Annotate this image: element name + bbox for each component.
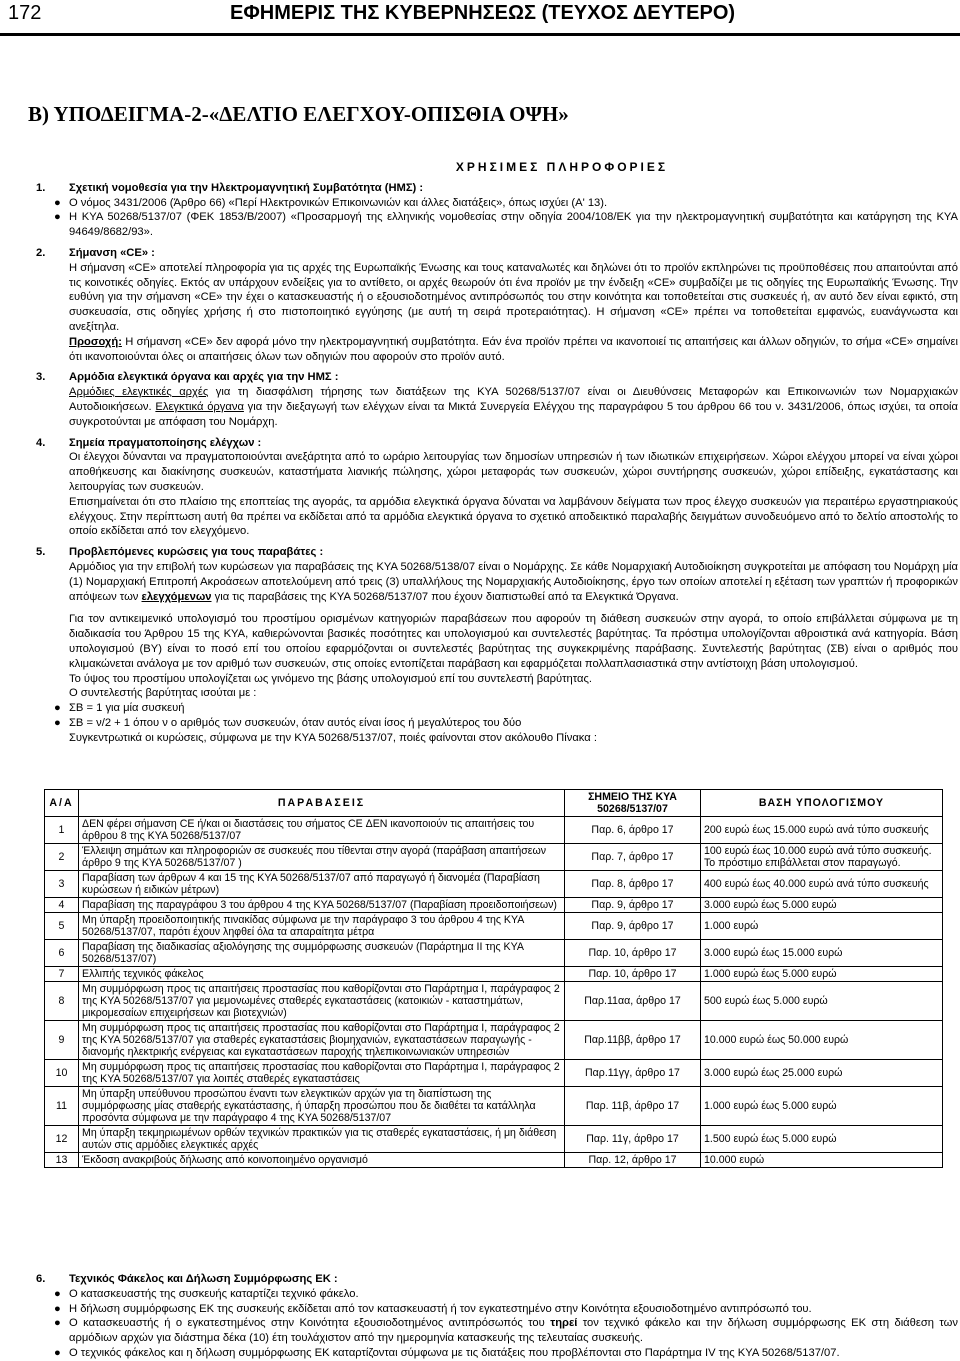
calculation-base-cell: 200 ευρώ έως 15.000 ευρώ ανά τύπο συσκευής: [701, 817, 943, 844]
bullet-icon: ●: [54, 702, 61, 715]
kya-point-cell: Παρ.11γγ, άρθρο 17: [565, 1060, 701, 1087]
bullet-text: τον τεχνικό φάκελο και την δήλωση συμμόρφωσης ΕΚ στη διάθεση των αρμόδιων αρχών για διάστημα δέκα (10) έτη τουλάχιστον από την ημερομηνία κατασκευής της τελευταίας συσκευής.: [69, 1317, 958, 1345]
violation-cell: Μη ύπαρξη προειδοποιητικής πινακίδας σύμφωνα με την παράγραφο 3 του άρθρου 4 της ΚΥΑ 50268/5137/07, παρότι έχουν ληφθεί όλα τα απαραίτητα μέτρα: [79, 913, 565, 940]
paragraph: Για τον αντικειμενικό υπολογισμό του προστίμου ορισμένων κατηγοριών παραβάσεων που αφορούν τη διάθεση συσκευών στην αγορά, το οποίο επιβάλλεται σύμφωνα με τη διαδικασία του Άρθρου 15 της ΚΥΑ, καθιερώνονται βασικές ποσότητες και υπολογισμού και συντελεστές βαρύτητας. Τα πρόστιμα υπολογίζονται αθροιστικά ανά κατηγορία. Βάση υπολογισμού (ΒΥ) είναι το ποσό επί του οποίου εφαρμόζονται οι συντελεστές βαρύτητας της συγκεκριμένης παράβασης. Συντελεστής βαρύτητας (ΣΒ) είναι ο αριθμός που κλιμακώνεται ανάλογα με τον αριθμό των συσκευών, στις οποίες εντοπίζεται παράβαση και εφαρμόζεται πολλαπλασιαστικά στην αντίστοιχη βάση υπολογισμού.: [69, 613, 958, 670]
text-run: για τις παραβάσεις της ΚΥΑ 50268/5137/07 που έχουν διαπιστωθεί από τα Ελεγκτικά Όργανα.: [211, 590, 679, 603]
violation-cell: Έκδοση ανακριβούς δήλωσης από κοινοποιημένο οργανισμό: [79, 1153, 565, 1168]
calculation-base-cell: 1.000 ευρώ: [701, 913, 943, 940]
calculation-base-cell: 10.000 ευρώ έως 50.000 ευρώ: [701, 1021, 943, 1060]
text-run: για την διεξαγωγή των ελέγχων είναι τα Μικτά Συνεργεία Ελέγχου της παραγράφου 5 του άρθρου 66 του ν. 3431/2006, όπως ισχύει, τα οποία συγκροτούνται με απόφαση του Νομάρχη.: [69, 400, 958, 428]
row-number-cell: 4: [45, 898, 79, 913]
bullet-icon: ●: [54, 196, 61, 209]
column-header-kya-point: ΣΗΜΕΙΟ ΤΗΣ ΚΥΑ 50268/5137/07: [565, 790, 701, 817]
bullet-icon: ●: [54, 716, 61, 729]
calculation-base-cell: 1.000 ευρώ έως 5.000 ευρώ: [701, 1087, 943, 1126]
violation-cell: Μη ύπαρξη τεκμηριωμένων ορθών τεχνικών πρακτικών για τις σταθερές εγκαταστάσεις, ή μη διάθεση αυτών στις αρμόδιες ελεγκτικές αρχές: [79, 1126, 565, 1153]
section-title: Σήμανση «CE» :: [69, 246, 155, 259]
bullet-icon: ●: [54, 1302, 61, 1315]
calculation-base-cell: 400 ευρώ έως 40.000 ευρώ ανά τύπο συσκευής: [701, 871, 943, 898]
row-number-cell: 11: [45, 1087, 79, 1126]
underlined-term: Ελεγκτικά όργανα: [155, 400, 244, 413]
bullet-text: ΣΒ = 1 για μία συσκευή: [69, 702, 185, 715]
table-row: [45, 1153, 943, 1168]
kya-point-cell: Παρ. 9, άρθρο 17: [565, 898, 701, 913]
violation-cell: Μη συμμόρφωση προς τις απαιτήσεις προστασίας που καθορίζονται στο Παράρτημα Ι, παράγραφος 2 της ΚΥΑ 50268/5137/07 για μεμονωμένες σταθερές εγκαταστάσεις (κατοικιών - καταστημάτων, μικρομεσαίων επιχειρήσεων και βιοτεχνιών): [79, 982, 565, 1021]
penalties-table-wrapper: [44, 789, 942, 1168]
table-row: [45, 1060, 943, 1087]
text-run: για τη διασφάλιση τήρησης των διατάξεων της ΚΥΑ 50268/5137/07 είναι οι Διευθύνσεις Μεταφορών και Επικοινωνιών των Νομαρχιακών Αυτοδιοικήσεων.: [69, 386, 959, 413]
section-number: 3.: [36, 371, 46, 384]
calculation-base-cell: 1.500 ευρώ έως 5.000 ευρώ: [701, 1126, 943, 1153]
column-header-calculation-base: ΒΑΣΗ ΥΠΟΛΟΓΙΣΜΟΥ: [701, 790, 943, 817]
section-number: 4.: [36, 436, 46, 449]
table-row: [45, 940, 943, 967]
kya-point-cell: Παρ. 6, άρθρο 17: [565, 817, 701, 844]
paragraph: Το ύψος του προστίμου υπολογίζεται ως γινόμενο της βάσης υπολογισμού επί του συντελεστή βαρύτητας.: [69, 672, 593, 685]
document-body: [36, 160, 958, 745]
table-body: [45, 817, 943, 1168]
section-4: [36, 436, 958, 540]
section-number: 2.: [36, 246, 46, 259]
bullet-item: [36, 1287, 958, 1302]
bullet-icon: ●: [54, 1317, 61, 1330]
section-5: [36, 545, 958, 745]
paragraph: [36, 560, 958, 604]
section-3: [36, 370, 958, 429]
underlined-term: Αρμόδιες ελεγκτικές αρχές: [69, 386, 209, 399]
note-text: Η σήμανση «CE» δεν αφορά μόνο την ηλεκτρομαγνητική συμβατότητα. Εάν ένα προϊόν πρέπει να ικανοποιεί τις απαιτήσεις και άλλων οδηγιών, το σήμα «CE» σημαίνει ότι ικανοποιούνται όλες οι απαιτήσεις όλων των οδηγιών που αφορούν στο προϊόν αυτό.: [69, 335, 958, 363]
violation-cell: Παραβίαση της διαδικασίας αξιολόγησης της συμμόρφωσης συσκευών (Παράρτημα ΙΙ της ΚΥΑ 50268/5137/07): [79, 940, 565, 967]
calculation-base-cell: 500 ευρώ έως 5.000 ευρώ: [701, 982, 943, 1021]
row-number-cell: 2: [45, 844, 79, 871]
section-title: Σημεία πραγματοποίησης ελέγχων :: [69, 436, 262, 449]
violation-cell: Ελλιπής τεχνικός φάκελος: [79, 967, 565, 982]
column-header-violations: ΠΑΡΑΒΑΣΕΙΣ: [79, 790, 565, 817]
text-run: Αρμόδιος για την επιβολή των κυρώσεων για παραβάσεις της ΚΥΑ 50268/5138/07 είναι ο Νομάρχης. Σε κάθε Νομαρχιακή Αυτοδιοίκηση συγκροτείται με απόφαση του Νομάρχη μία (1) Νομαρχιακή Επιτροπή Ακροάσεων αποτελούμενη από τρεις (3) υπαλλήλους της Νομαρχιακής Αυτοδιοίκησης, έργο των οποίων αποτελεί η εξέταση των γραπτών ή προφορικών απόψεων των: [69, 560, 958, 603]
bullet-text: Η δήλωση συμμόρφωσης ΕΚ της συσκευής εκδίδεται από τον κατασκευαστή ή τον εγκατεστημένο στην Κοινότητα εξουσιοδοτημένο αντιπρόσωπό του.: [69, 1302, 812, 1315]
table-row: [45, 844, 943, 871]
section-title: Σχετική νομοθεσία για την Ηλεκτρομαγνητική Συμβατότητα (ΗΜΣ) :: [69, 181, 424, 194]
section-title: Αρμόδια ελεγκτικά όργανα και αρχές για την ΗΜΣ :: [69, 371, 339, 384]
section-title: Τεχνικός Φάκελος και Δήλωση Συμμόρφωσης ΕΚ :: [69, 1273, 338, 1285]
row-number-cell: 10: [45, 1060, 79, 1087]
table-row: [45, 1087, 943, 1126]
violation-cell: Παραβίαση των άρθρων 4 και 15 της ΚΥΑ 50268/5137/07 από παραγωγό ή διανομέα (Παραβίαση κυρώσεων ή ειδικών μέτρων): [79, 871, 565, 898]
paragraph: [36, 385, 958, 429]
table-row: [45, 967, 943, 982]
section-number: 6.: [36, 1273, 46, 1285]
paragraph: Η σήμανση «CE» αποτελεί πληροφορία για τις αρχές της Ευρωπαϊκής Ένωσης και τους καταναλωτές και δηλώνει ότι το προϊόν εκπληρώνει τις προϋποθέσεις που απαιτούνται από τις κοινοτικές οδηγίες. Εκτός αν υπάρχουν ενδείξεις για το αντίθετο, οι αρχές θεωρούν ότι ένα προϊόν με την ένδειξη «CE» συμβαδίζει με τις οδηγίες της Ευρωπαϊκής Ένωσης. Την ευθύνη για την σήμανση «CE» την έχει ο κατασκευαστής ή ο εξουσιοδοτημένος αντιπρόσωπός του στην κοινότητα και τοποθετείται στις συσκευές ή, αν αυτό δεν είναι εφικτό, στη συσκευασία, στις οδηγίες χρήσης ή στο πιστοποιητικό εγγύησης (με αυτή τη σειρά προτεραιότητας). Η σήμανση «CE» πρέπει να τοποθετείται εμφανώς, ευανάγνωστα και ανεξίτηλα.: [69, 261, 958, 333]
violation-cell: Μη ύπαρξη υπεύθυνου προσώπου έναντι των ελεγκτικών αρχών για τη διαπίστωση της συμμόρφωσης μίας σταθερής εγκατάστασης, ή ύπαρξη προσώπου που δε διαθέτει τα κατάλληλα προσόντα σύμφωνα με την παράγραφο 4 της ΚΥΑ 50268/5137/07: [79, 1087, 565, 1126]
violation-cell: ΔΕΝ φέρει σήμανση CE ή/και οι διαστάσεις του σήματος CE ΔΕΝ ικανοποιούν τις απαιτήσεις του άρθρου 8 της ΚΥΑ 50268/5137/07: [79, 817, 565, 844]
calculation-base-cell: 1.000 ευρώ έως 5.000 ευρώ: [701, 967, 943, 982]
kya-point-cell: Παρ. 7, άρθρο 17: [565, 844, 701, 871]
column-header-number: Α/Α: [45, 790, 79, 817]
violation-cell: Παραβίαση της παραγράφου 3 του άρθρου 4 της ΚΥΑ 50268/5137/07 (Παραβίαση προειδοποιήσεων): [79, 898, 565, 913]
table-row: [45, 913, 943, 940]
calculation-base-cell: 10.000 ευρώ: [701, 1153, 943, 1168]
kya-point-cell: Παρ. 9, άρθρο 17: [565, 913, 701, 940]
kya-point-cell: Παρ. 10, άρθρο 17: [565, 940, 701, 967]
kya-point-cell: Παρ. 10, άρθρο 17: [565, 967, 701, 982]
table-row: [45, 817, 943, 844]
document-title: Β) ΥΠΟΔΕΙΓΜΑ-2-«ΔΕΛΤΙΟ ΕΛΕΓΧΟΥ-ΟΠΙΣΘΙΑ ΟΨΗ»: [28, 102, 569, 126]
page-header: [0, 0, 960, 30]
bullet-item: [36, 210, 958, 240]
row-number-cell: 9: [45, 1021, 79, 1060]
bullet-text: Η ΚΥΑ 50268/5137/07 (ΦΕΚ 1853/Β/2007) «Προσαρμογή της ελληνικής νομοθεσίας στην οδηγία 2004/108/ΕΚ για την ηλεκτρομαγνητική συμβατότητα και κατάργηση της ΚΥΑ 94649/8682/93».: [69, 211, 958, 239]
table-row: [45, 898, 943, 913]
row-number-cell: 3: [45, 871, 79, 898]
row-number-cell: 7: [45, 967, 79, 982]
violation-cell: Μη συμμόρφωση προς τις απαιτήσεις προστασίας που καθορίζονται στο Παράρτημα Ι, παράγραφος 2 της ΚΥΑ 50268/5137/07 για λοιπές σταθερές εγκαταστάσεις: [79, 1060, 565, 1087]
section-number: 1.: [36, 181, 46, 194]
calculation-base-cell: 100 ευρώ έως 10.000 ευρώ ανά τύπο συσκευής. Το πρόστιμο επιβάλλεται στον παραγωγό.: [701, 844, 943, 871]
paragraph: Συγκεντρωτικά οι κυρώσεις, σύμφωνα με την ΚΥΑ 50268/5137/07, ποιές φαίνονται στον ακόλουθο Πίνακα :: [69, 731, 597, 744]
row-number-cell: 13: [45, 1153, 79, 1168]
paragraph: Επισημαίνεται ότι στο πλαίσιο της εποπτείας της αγοράς, τα αρμόδια ελεγκτικά όργανα δύναται να λαμβάνουν δείγματα των προς έλεγχο συσκευών για περαιτέρω εργαστηριακούς ελέγχους. Στην περίπτωση αυτή θα πρέπει να εκδίδεται από τα αρμόδια ελεγκτικά όργανα το σχετικό αποδεικτικό παραλαβής δειγμάτων συνοδευόμενο από το δελτίο αποστολής το οποίο εκδίδεται από τον ελεγχόμενο.: [69, 495, 958, 538]
section-6: [36, 1272, 958, 1361]
bullet-item: [36, 1346, 958, 1361]
header-rule: [0, 33, 960, 36]
violation-cell: Έλλειψη σημάτων και πληροφοριών σε συσκευές που τίθενται στην αγορά (παράβαση απαιτήσεων άρθρο 9 της ΚΥΑ 50268/5137/07 ): [79, 844, 565, 871]
bullet-icon: ●: [54, 211, 61, 224]
row-number-cell: 5: [45, 913, 79, 940]
section-number: 5.: [36, 546, 46, 559]
page-number: 172: [8, 2, 42, 24]
kya-point-cell: Παρ. 11β, άρθρο 17: [565, 1087, 701, 1126]
bullet-item: [36, 1302, 958, 1317]
table-row: [45, 871, 943, 898]
row-number-cell: 6: [45, 940, 79, 967]
calculation-base-cell: 3.000 ευρώ έως 25.000 ευρώ: [701, 1060, 943, 1087]
violation-cell: Μη συμμόρφωση προς τις απαιτήσεις προστασίας που καθορίζονται στο Παράρτημα Ι, παράγραφος 2 της ΚΥΑ 50268/5137/07 για σταθερές εγκαταστάσεις βιομηχανιών, εγκαταστάσεων παραγωγής - διανομής ηλεκτρικής ενέργειας και εγκαταστάσεων παροχής τηλεπικοινωνιακών υπηρεσιών: [79, 1021, 565, 1060]
kya-point-cell: Παρ.11ββ, άρθρο 17: [565, 1021, 701, 1060]
emphasized-term: τηρεί: [550, 1317, 578, 1330]
bullet-item: [36, 701, 958, 716]
section-2: [36, 246, 958, 364]
bullet-icon: ●: [54, 1346, 61, 1359]
kya-point-cell: Παρ. 8, άρθρο 17: [565, 871, 701, 898]
calculation-base-cell: 3.000 ευρώ έως 15.000 ευρώ: [701, 940, 943, 967]
row-number-cell: 8: [45, 982, 79, 1021]
bullet-icon: ●: [54, 1287, 61, 1300]
section-heading: ΧΡΗΣΙΜΕΣ ΠΛΗΡΟΦΟΡΙΕΣ: [455, 160, 669, 174]
kya-point-cell: Παρ. 12, άρθρο 17: [565, 1153, 701, 1168]
table-row: [45, 1126, 943, 1153]
row-number-cell: 12: [45, 1126, 79, 1153]
bullet-text: Ο τεχνικός φάκελος και η δήλωση συμμόρφωσης ΕΚ καταρτίζονται σύμφωνα με τις διατάξεις που προβλέπονται στο Παράρτημα IV της ΚΥΑ 50268/5137/07.: [69, 1346, 840, 1359]
kya-point-cell: Παρ.11αα, άρθρο 17: [565, 982, 701, 1021]
penalties-table: [44, 789, 943, 1168]
bullet-item: [36, 196, 958, 211]
kya-point-cell: Παρ. 11γ, άρθρο 17: [565, 1126, 701, 1153]
section-1: [36, 181, 958, 240]
table-header-row: [45, 790, 943, 817]
bullet-text: Ο νόμος 3431/2006 (Άρθρο 66) «Περί Ηλεκτρονικών Επικοινωνιών και άλλες διατάξεις», όπως ισχύει (Α' 13).: [69, 196, 608, 209]
paragraph: [36, 335, 958, 365]
table-row: [45, 982, 943, 1021]
table-row: [45, 1021, 943, 1060]
bullet-text: Ο κατασκευαστής της συσκευής καταρτίζει τεχνικό φάκελο.: [69, 1287, 359, 1300]
emphasized-term: ελεγχόμενων: [141, 590, 212, 603]
note-label: Προσοχή:: [69, 335, 122, 348]
bullet-text: Ο κατασκευαστής ή ο εγκατεστημένος στην Κοινότητα εξουσιοδοτημένος αντιπρόσωπός του: [69, 1317, 551, 1330]
calculation-base-cell: 3.000 ευρώ έως 5.000 ευρώ: [701, 898, 943, 913]
bullet-item: [36, 1316, 958, 1346]
section-title: Προβλεπόμενες κυρώσεις για τους παραβάτες :: [69, 546, 324, 559]
gazette-title: ΕΦΗΜΕΡΙΣ ΤΗΣ ΚΥΒΕΡΝΗΣΕΩΣ (ΤΕΥΧΟΣ ΔΕΥΤΕΡΟ): [230, 2, 736, 24]
paragraph: Ο συντελεστής βαρύτητας ισούται με :: [69, 687, 257, 700]
row-number-cell: 1: [45, 817, 79, 844]
bullet-text: ΣΒ = ν/2 + 1 όπου ν ο αριθμός των συσκευών, όταν αυτός είναι ίσος ή μεγαλύτερος του δύο: [69, 716, 522, 729]
bullet-item: [36, 716, 958, 731]
paragraph: Οι έλεγχοι δύνανται να πραγματοποιούνται ανεξάρτητα από το ωράριο λειτουργίας των δημοσίων υπηρεσιών ή των ιδιωτικών επιχειρήσεων. Χώροι ελέγχου μπορεί να είναι χώροι αποθήκευσης και διακίνησης συσκευών, καταστήματα λιανικής πώλησης, χώροι μεταφοράς των συσκευών, χώροι συντήρησης συσκευών, χώροι επίδειξης, εγκατάστασης και λειτουργίας των συσκευών.: [69, 451, 958, 493]
